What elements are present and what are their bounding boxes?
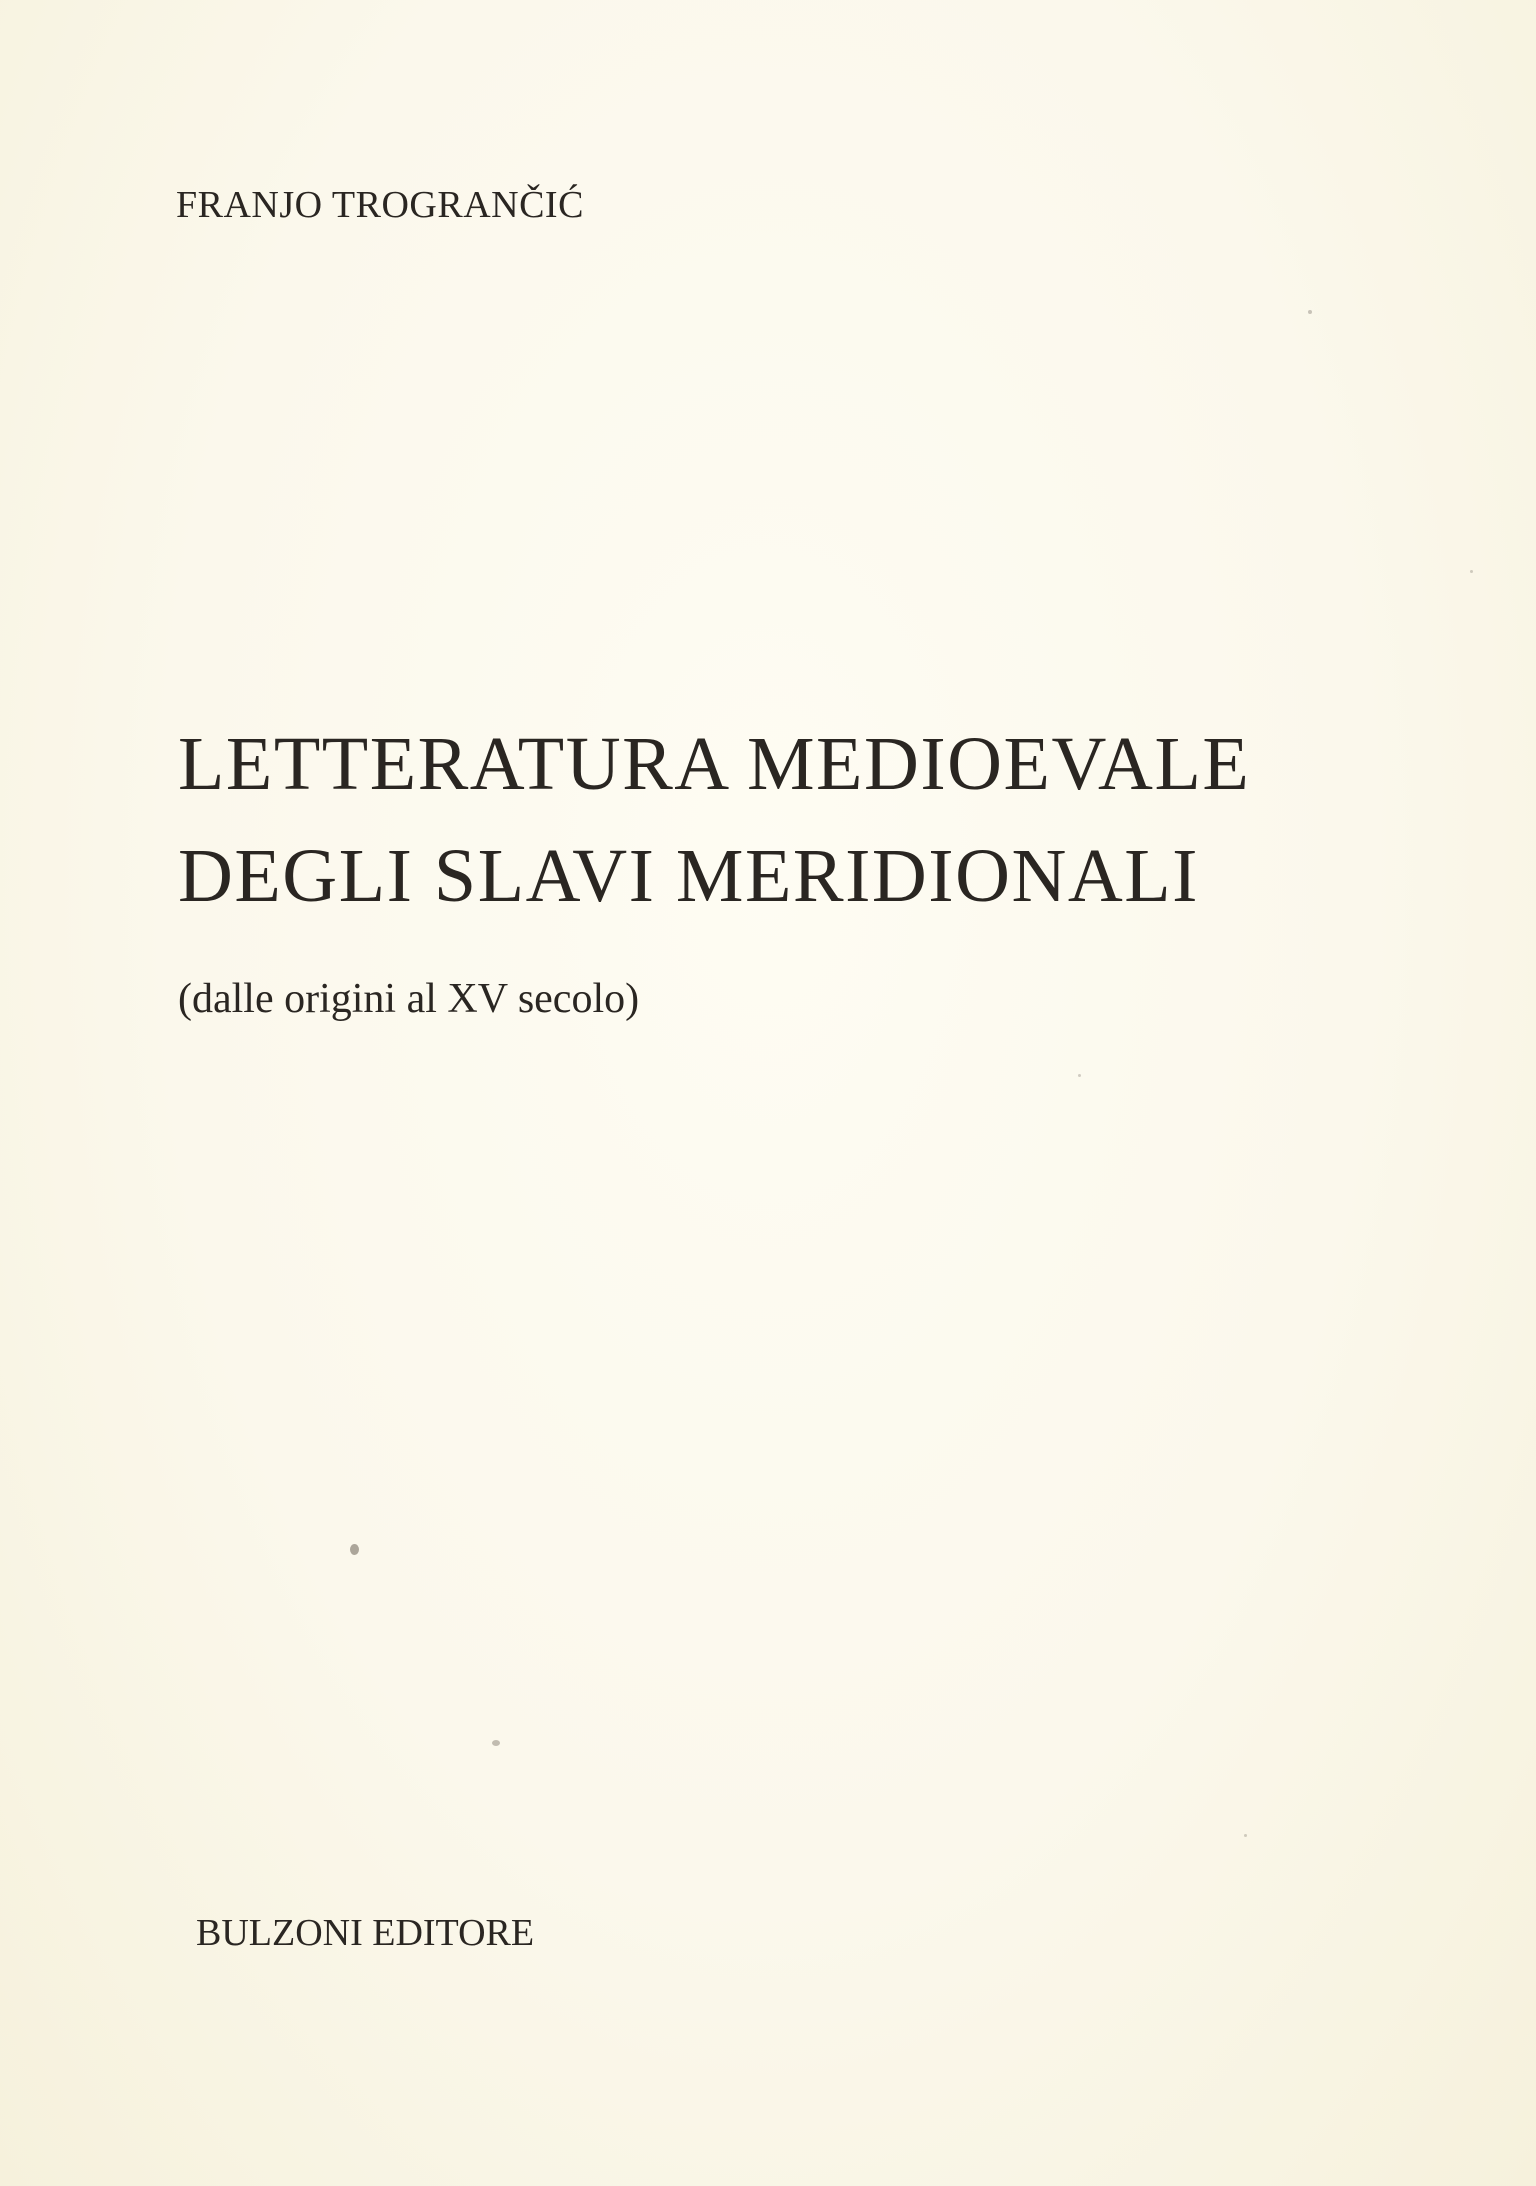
title-line-2: DEGLI SLAVI MERIDIONALI [178, 834, 1199, 918]
publisher-name: BULZONI EDITORE [196, 1912, 535, 1954]
paper-speck [350, 1544, 359, 1555]
author-name: FRANJO TROGRANČIĆ [176, 184, 584, 226]
book-title [178, 708, 1250, 932]
book-subtitle: (dalle origini al XV secolo) [178, 976, 640, 1022]
paper-speck [1308, 310, 1312, 314]
title-line-1: LETTERATURA MEDIOEVALE [178, 722, 1251, 806]
paper-speck [1078, 1074, 1081, 1077]
paper-speck [1244, 1834, 1247, 1837]
paper-speck [1470, 570, 1473, 573]
paper-speck [492, 1740, 500, 1746]
